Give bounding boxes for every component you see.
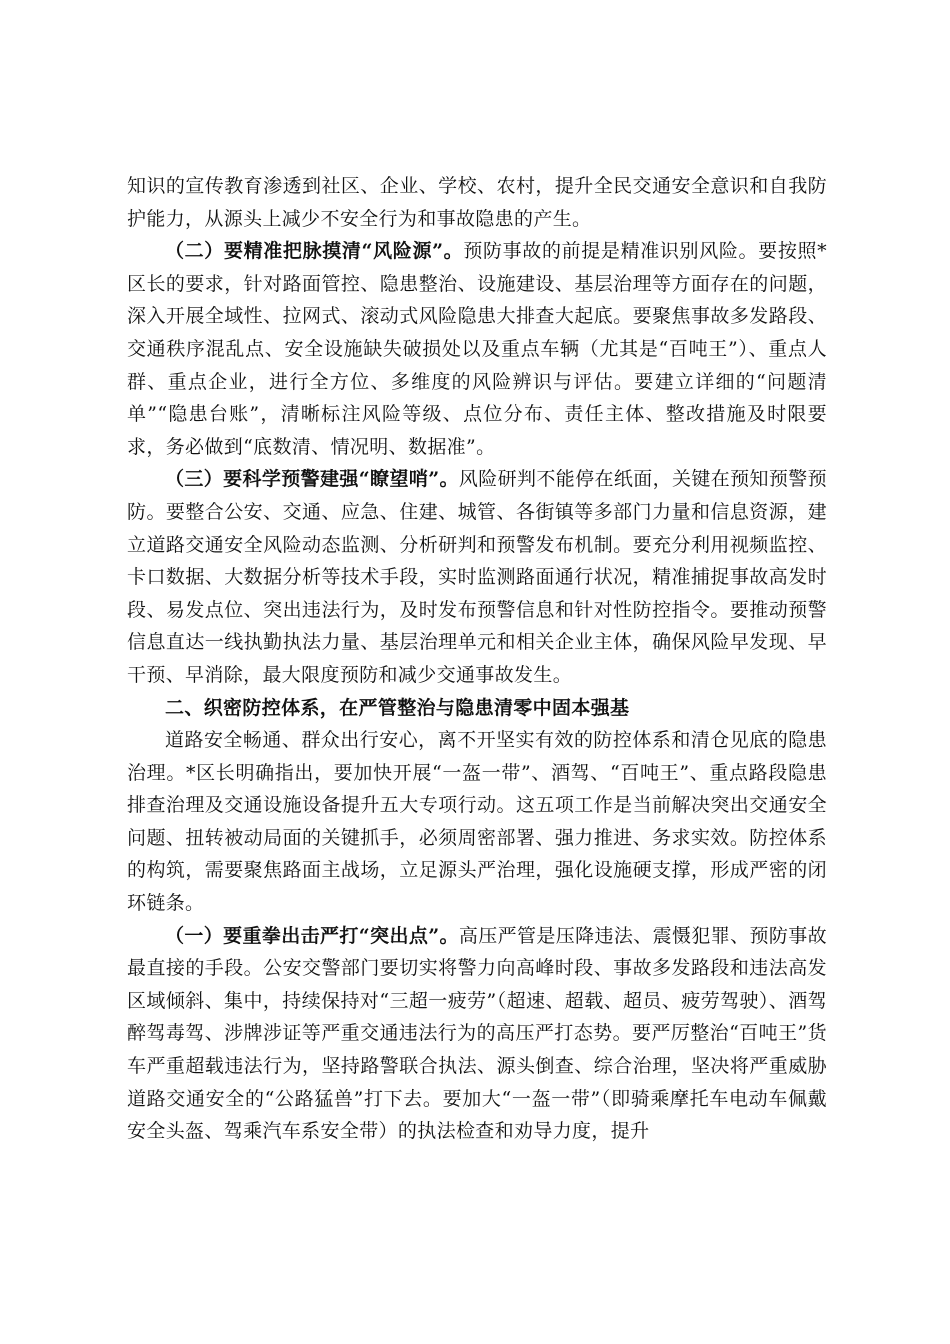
paragraph-text: 风险研判不能停在纸面，关键在预知预警预防。要整合公安、交通、应急、住建、城管、各街镇等多部门力量和信息资源，建立道路交通安全风险动态监测、分析研判和预警发布机制。要充分利用视频监控、卡口数据、大数据分析等技术手段，实时监测路面通行状况，精准捕捉事故高发时段、易发点位、突出违法行为，及时发布预警信息和针对性防控指令。要推动预警信息直达一线执勤执法力量、基层治理单元和相关企业主体，确保风险早发现、早干预、早消除，最大限度预防和减少交通事故发生。	[127, 468, 827, 686]
paragraph-early-warning	[127, 463, 827, 691]
paragraph-risk-source	[127, 235, 827, 463]
section-heading-text: 二、织密防控体系，在严管整治与隐患清零中固本强基	[165, 696, 630, 719]
paragraph-prevention-system	[127, 724, 827, 920]
paragraph-text: 高压严管是压降违法、震慑犯罪、预防事故最直接的手段。公安交警部门要切实将警力向高峰时段、事故多发路段和违法高发区域倾斜、集中，持续保持对“三超一疲劳”（超速、超载、超员、疲劳驾驶）、酒驾醉驾毒驾、涉牌涉证等严重交通违法行为的高压严打态势。要严厉整治“百吨王”货车严重超载违法行为，坚持路警联合执法、源头倒查、综合治理，坚决将严重威胁道路交通安全的“公路猛兽”打下去。要加大“一盔一带”（即骑乘摩托车电动车佩戴安全头盔、驾乘汽车系安全带）的执法检查和劝导力度，提升	[127, 924, 827, 1143]
paragraph-crackdown	[127, 920, 827, 1148]
paragraph-text: 预防事故的前提是精准识别风险。要按照*区长的要求，针对路面管控、隐患整治、设施建设、基层治理等方面存在的问题，深入开展全域性、拉网式、滚动式风险隐患大排查大起底。要聚焦事故多发路段、交通秩序混乱点、安全设施缺失破损处以及重点车辆（尤其是“百吨王”）、重点人群、重点企业，进行全方位、多维度的风险辨识与评估。要建立详细的“问题清单”“隐患台账”，清晰标注风险等级、点位分布、责任主体、整改措施及时限要求，务必做到“底数清、情况明、数据准”。	[127, 240, 827, 458]
paragraph-text: 知识的宣传教育渗透到社区、企业、学校、农村，提升全民交通安全意识和自我防护能力，从源头上减少不安全行为和事故隐患的产生。	[127, 175, 827, 230]
paragraph-lead: （一）要重拳出击严打“突出点”。	[165, 924, 459, 947]
section-heading	[127, 692, 827, 725]
paragraph-lead: （二）要精准把脉摸清“风险源”。	[165, 240, 464, 263]
paragraph-lead: （三）要科学预警建强“瞭望哨”。	[165, 468, 459, 491]
paragraph-text: 道路安全畅通、群众出行安心，离不开坚实有效的防控体系和清仓见底的隐患治理。*区长明确指出，要加快开展“一盔一带”、酒驾、“百吨王”、重点路段隐患排查治理及交通设施设备提升五大专项行动。这五项工作是当前解决突出交通安全问题、扭转被动局面的关键抓手，必须周密部署、强力推进、务求实效。防控体系的构筑，需要聚焦路面主战场，立足源头严治理，强化设施硬支撑，形成严密的闭环链条。	[127, 729, 827, 915]
document-body	[127, 170, 827, 1148]
paragraph-continuation	[127, 170, 827, 235]
